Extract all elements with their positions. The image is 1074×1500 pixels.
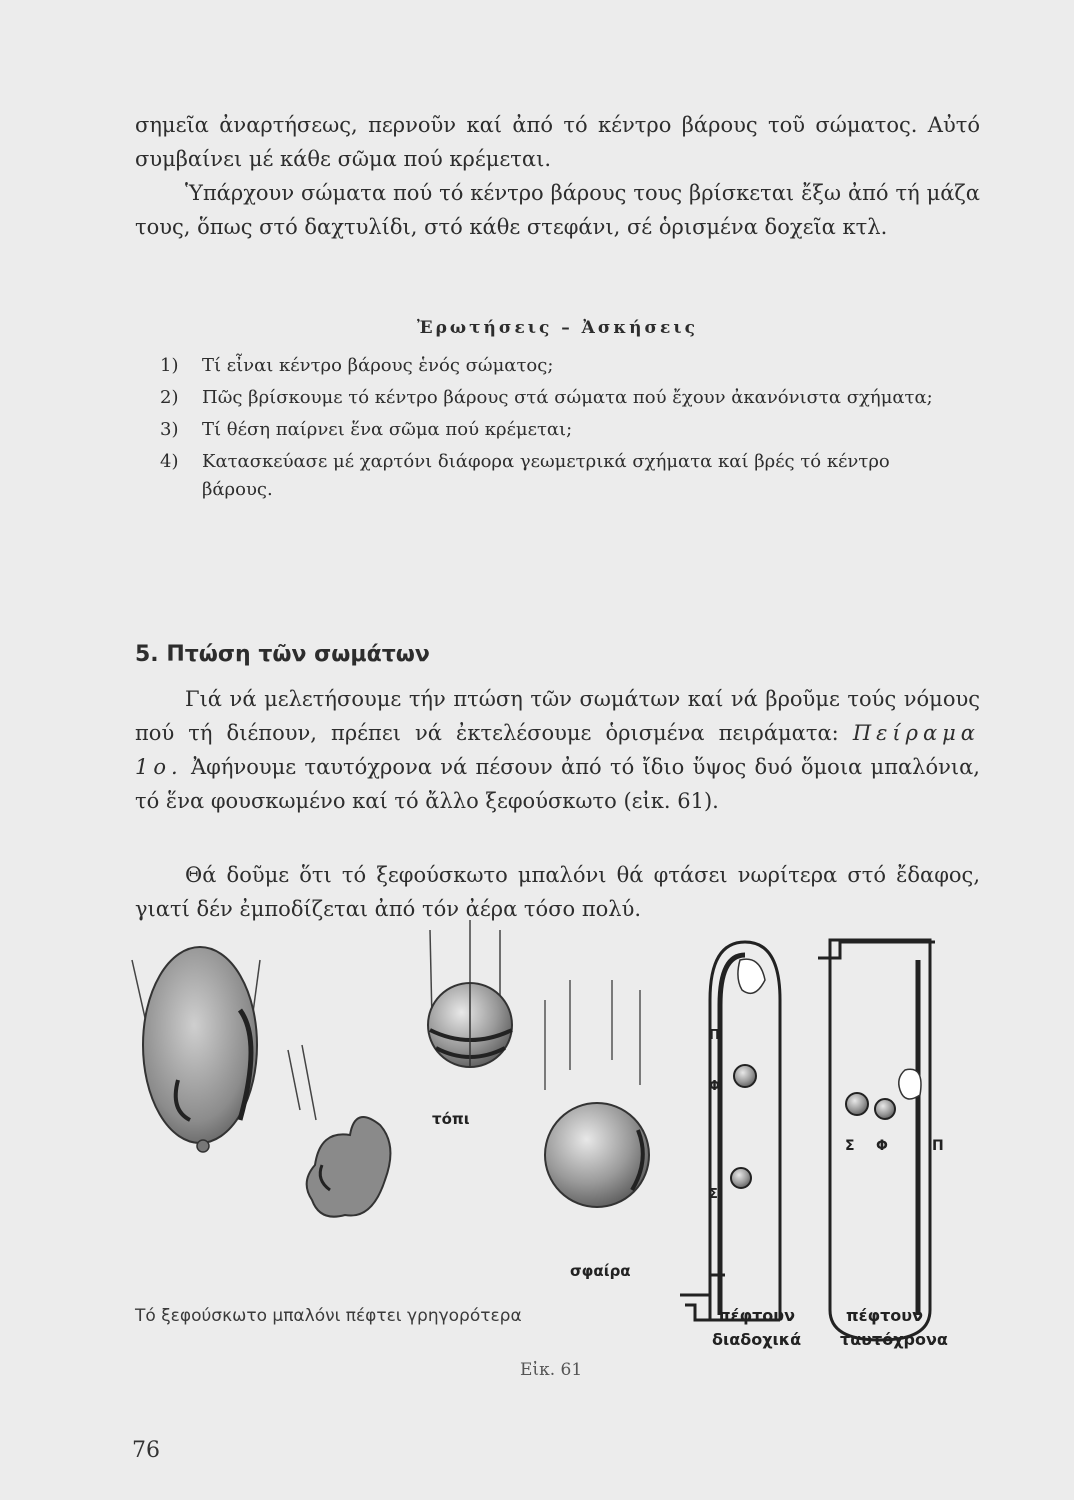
small-ball	[428, 920, 512, 1067]
question-item	[160, 384, 950, 412]
experiment-text: Ἀφήνουμε ταυτόχρονα νά πέσουν ἀπό τό ἴδιο ὕψος δυό ὅμοια μπαλόνια, τό ἕνα φουσκωμένο καί τό ἄλλο ξεφούσκωτο (εἰκ. 61).	[135, 755, 980, 813]
question-text: Τί θέση παίρνει ἕνα σῶμα πού κρέμεται;	[202, 419, 573, 440]
figure-61	[0, 920, 1074, 1360]
figure-number: Εἰκ. 61	[520, 1360, 583, 1380]
section-intro-text: Γιά νά μελετήσουμε τήν πτώση τῶν σωμάτων καί νά βροῦμε τούς νόμους πού τή διέπουν, πρέπει νά ἐκτελέσουμε ὁρισμένα πειράματα:	[135, 687, 980, 745]
questions-list	[160, 352, 950, 508]
tube-left-letter: Φ	[709, 1079, 721, 1094]
question-number: 3)	[160, 419, 179, 440]
experiment-label: Πείραμα 1ο.	[135, 721, 980, 779]
tube-left	[680, 942, 780, 1320]
label-tube-left-line1: πέφτουν	[718, 1306, 795, 1325]
question-item	[160, 352, 950, 380]
question-text: Κατασκεύασε μέ χαρτόνι διάφορα γεωμετρικά σχήματα καί βρές τό κέντρο βάρους.	[202, 451, 890, 500]
page-number: 76	[132, 1438, 160, 1463]
question-text: Τί εἶναι κέντρο βάρους ἑνός σώματος;	[202, 355, 554, 376]
tube-right-letter: Σ	[845, 1138, 855, 1154]
question-item	[160, 416, 950, 444]
label-ball-small: τόπι	[432, 1110, 470, 1128]
question-number: 1)	[160, 355, 179, 376]
label-tube-left-line2: διαδοχικά	[712, 1330, 802, 1349]
questions-title: Ἐρωτήσεις – Ἀσκήσεις	[417, 318, 698, 338]
inflated-balloon	[132, 947, 260, 1152]
question-number: 2)	[160, 387, 179, 408]
section-paragraph-2: Θά δοῦμε ὅτι τό ξεφούσκωτο μπαλόνι θά φτάσει νωρίτερα στό ἔδαφος, γιατί δέν ἐμποδίζεται ἀπό τόν ἀέρα τόσο πολύ.	[135, 863, 980, 921]
section-paragraph-1	[135, 682, 980, 818]
tube-left-letter: Π	[709, 1028, 720, 1043]
large-ball	[545, 980, 649, 1207]
question-item	[160, 448, 950, 504]
tube-right-letter: Π	[932, 1138, 944, 1154]
caption-balloon: Τό ξεφούσκωτο μπαλόνι πέφτει γρηγορότερα	[135, 1306, 522, 1326]
intro-paragraph-1: σημεῖα ἀναρτήσεως, περνοῦν καί ἀπό τό κέντρο βάρους τοῦ σώματος. Αὐτό συμβαίνει μέ κάθε σῶμα πού κρέμεται.	[135, 113, 980, 171]
label-tube-right-line1: πέφτουν	[846, 1306, 923, 1325]
tube-right-letter: Φ	[876, 1138, 888, 1154]
tube-left-letter: Σ	[709, 1187, 718, 1202]
section-heading: 5. Πτώση τῶν σωμάτων	[135, 642, 430, 667]
deflated-balloon	[288, 1045, 390, 1217]
label-ball-large: σφαίρα	[570, 1262, 631, 1280]
label-tube-right-line2: ταυτόχρονα	[840, 1330, 948, 1349]
intro-paragraph-2: Ὑπάρχουν σώματα πού τό κέντρο βάρους τους βρίσκεται ἔξω ἀπό τή μάζα τους, ὅπως στό δαχτυλίδι, στό κάθε στεφάνι, σέ ὁρισμένα δοχεῖα κτλ.	[135, 181, 980, 239]
question-number: 4)	[160, 451, 179, 472]
question-text: Πῶς βρίσκουμε τό κέντρο βάρους στά σώματα πού ἔχουν ἀκανόνιστα σχήματα;	[202, 387, 933, 408]
